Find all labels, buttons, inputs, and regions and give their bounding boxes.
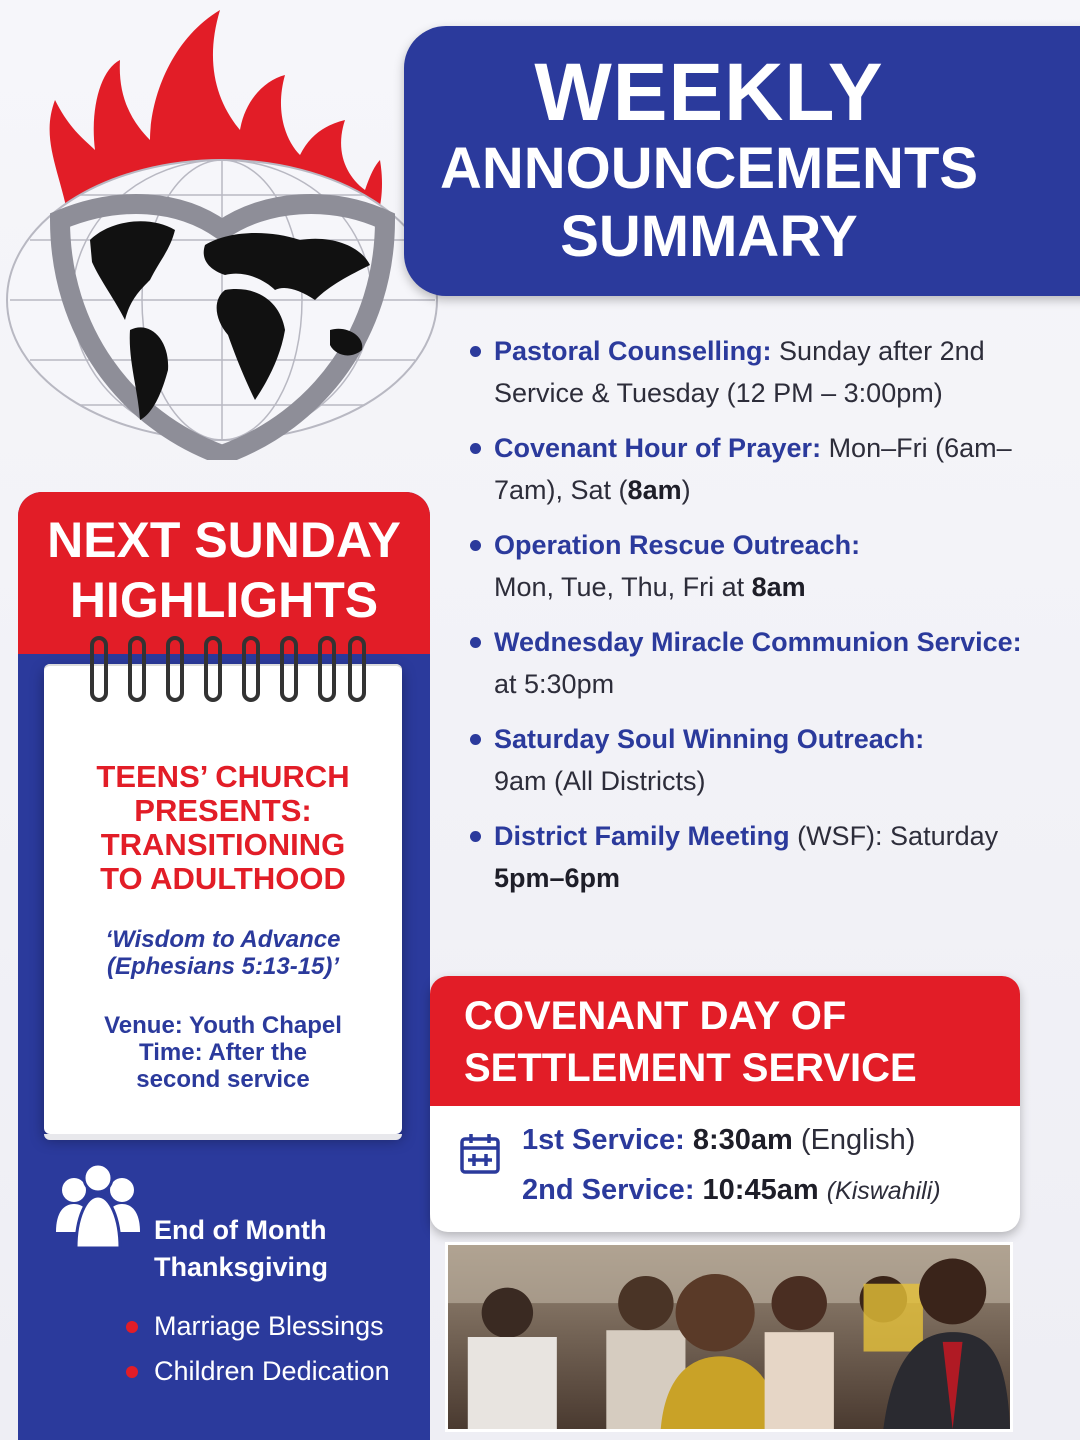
title-line-2: ANNOUNCEMENTS (439, 136, 979, 201)
red-bullet-icon (126, 1321, 138, 1333)
schedule-label: Wednesday Miracle Communion Service: (494, 627, 1022, 657)
bullet-icon (470, 540, 481, 551)
list-item (468, 427, 1028, 511)
service-time: 10:45am (702, 1174, 819, 1206)
service-language: (English) (800, 1124, 916, 1156)
eom-line: Thanksgiving (154, 1252, 329, 1282)
notepad-card (44, 664, 402, 1134)
service-label: 1st Service: (522, 1124, 685, 1156)
church-logo-icon (0, 0, 450, 460)
list-item (468, 524, 1028, 608)
schedule-text: (WSF): Saturday (789, 821, 999, 851)
bullet-text: Marriage Blessings (154, 1311, 384, 1341)
list-item (126, 1304, 390, 1349)
event-title-line: TEENS’ CHURCH (96, 759, 350, 794)
congregation-photo (445, 1242, 1013, 1432)
service-time: 8:30am (692, 1124, 793, 1156)
schedule-label: Pastoral Counselling: (494, 336, 772, 366)
event-title-line: TO ADULTHOOD (100, 861, 346, 896)
list-item (126, 1349, 390, 1394)
service-language: (Kiswahili) (826, 1177, 941, 1205)
next-sunday-panel (18, 492, 430, 1440)
bullet-icon (470, 831, 481, 842)
spiral-rings-icon (88, 630, 368, 710)
theme-line: ‘Wisdom to Advance (105, 926, 341, 953)
covenant-heading-line: COVENANT DAY OF (464, 994, 847, 1038)
schedule-text: Mon–Fri (6am–7am), Sat ( (494, 433, 1012, 505)
bullet-icon (470, 734, 481, 745)
service-label: 2nd Service: (522, 1174, 695, 1206)
bullet-icon (470, 346, 481, 357)
title-line-3: SUMMARY (560, 204, 858, 269)
event-venue-time (54, 1012, 392, 1093)
bullet-icon (470, 443, 481, 454)
venue-line: Time: After the (138, 1039, 308, 1066)
covenant-service-card (430, 976, 1020, 1232)
covenant-heading (430, 976, 1020, 1106)
schedule-label: Covenant Hour of Prayer: (494, 433, 822, 463)
event-title-line: TRANSITIONING (100, 827, 346, 862)
title-line-1: WEEKLY (534, 47, 884, 138)
covenant-heading-line: SETTLEMENT SERVICE (464, 1046, 917, 1090)
schedule-text: Sunday after 2nd Service & Tuesday (12 PM – 3:00pm) (494, 336, 985, 408)
heading-line-2: HIGHLIGHTS (69, 572, 379, 628)
bullet-icon (470, 637, 481, 648)
red-bullet-icon (126, 1366, 138, 1378)
list-item (468, 815, 1028, 899)
schedule-bold: 8am (751, 572, 806, 602)
end-of-month-heading (154, 1212, 328, 1286)
venue-line: second service (136, 1066, 310, 1093)
list-item (468, 330, 1028, 414)
event-title (54, 760, 392, 896)
schedule-text: at 5:30pm (494, 669, 615, 699)
schedule-text: 9am (All Districts) (494, 766, 706, 796)
people-group-icon (52, 1162, 144, 1250)
weekly-schedule-list (468, 330, 1028, 912)
schedule-text: Mon, Tue, Thu, Fri at (494, 572, 752, 602)
venue-line: Venue: Youth Chapel (104, 1012, 342, 1039)
schedule-label: Saturday Soul Winning Outreach: (494, 724, 925, 754)
end-of-month-list (126, 1304, 390, 1394)
schedule-label: District Family Meeting (494, 821, 790, 851)
schedule-tail: ) (681, 475, 691, 505)
list-item (468, 718, 1028, 802)
schedule-label: Operation Rescue Outreach: (494, 530, 861, 560)
bullet-text: Children Dedication (154, 1356, 390, 1386)
event-theme (54, 926, 392, 980)
event-title-line: PRESENTS: (134, 793, 312, 828)
eom-line: End of Month (154, 1215, 327, 1245)
theme-line: (Ephesians 5:13-15)’ (106, 953, 340, 980)
heading-line-1: NEXT SUNDAY (47, 512, 401, 568)
title-banner (404, 26, 1080, 296)
schedule-bold: 8am (627, 475, 682, 505)
calendar-icon (460, 1132, 500, 1174)
first-service-row (522, 1124, 915, 1157)
list-item (468, 621, 1028, 705)
second-service-row (522, 1174, 941, 1207)
schedule-bold: 5pm–6pm (494, 863, 621, 893)
